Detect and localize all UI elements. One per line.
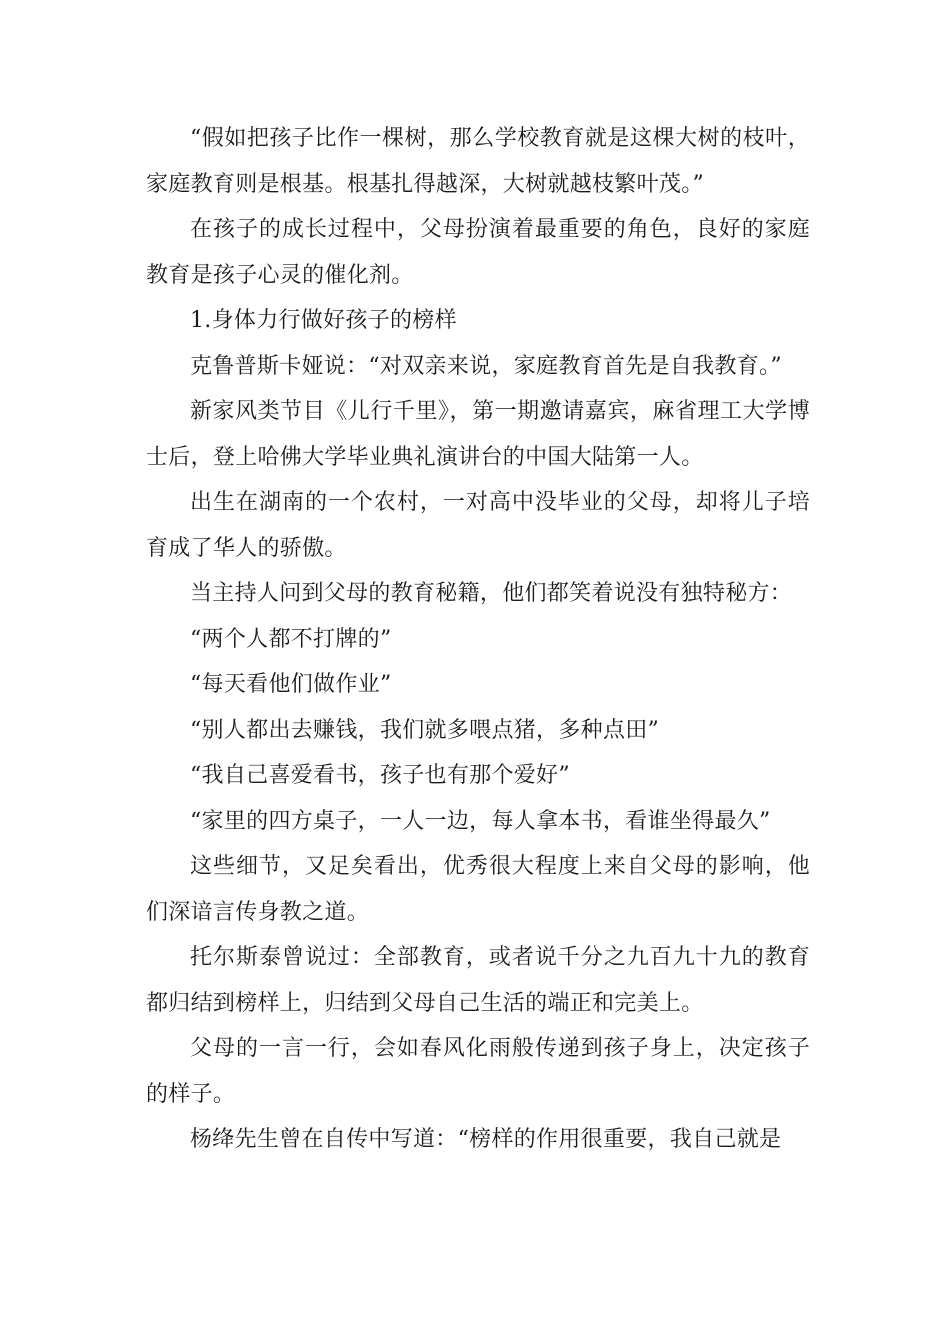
paragraph-quote-tree: “假如把孩子比作一棵树，那么学校教育就是这棵大树的枝叶，家庭教育则是根基。根基扎得越深，大树就越枝繁叶茂。” xyxy=(146,126,810,197)
section-heading-role-model: 1.身体力行做好孩子的榜样 xyxy=(190,308,457,333)
quote-line-reading: “我自己喜爱看书，孩子也有那个爱好” xyxy=(190,763,570,788)
paragraph-words-deeds: 父母的一言一行，会如春风化雨般传递到孩子身上，决定孩子的样子。 xyxy=(146,1036,810,1107)
quote-line-farming: “别人都出去赚钱，我们就多喂点猪，多种点田” xyxy=(190,717,660,743)
paragraph-tv-program: 新家风类节目《儿行千里》，第一期邀请嘉宾，麻省理工大学博士后，登上哈佛大学毕业典礼演讲台的中国大陆第一人。 xyxy=(146,399,810,470)
paragraph-tolstoy-quote: 托尔斯泰曾说过：全部教育，或者说千分之九百九十九的教育都归结到榜样上，归结到父母自己生活的端正和完美上。 xyxy=(146,945,810,1016)
quote-line-homework: “每天看他们做作业” xyxy=(190,672,392,697)
paragraph-hunan-village: 出生在湖南的一个农村，一对高中没毕业的父母，却将儿子培育成了华人的骄傲。 xyxy=(146,490,810,561)
paragraph-parents-role: 在孩子的成长过程中，父母扮演着最重要的角色，良好的家庭教育是孩子心灵的催化剂。 xyxy=(146,217,810,288)
paragraph-krupskaya-quote: 克鲁普斯卡娅说：“对双亲来说，家庭教育首先是自我教育。” xyxy=(190,353,782,379)
paragraph-host-question: 当主持人问到父母的教育秘籍，他们都笑着说没有独特秘方： xyxy=(190,581,793,606)
paragraph-yang-jiang: 杨绛先生曾在自传中写道：“榜样的作用很重要，我自己就是 xyxy=(190,1127,782,1152)
quote-line-no-cards: “两个人都不打牌的” xyxy=(190,626,392,652)
document-body xyxy=(146,116,810,1163)
paragraph-details: 这些细节，又足矣看出，优秀很大程度上来自父母的影响，他们深谙言传身教之道。 xyxy=(146,854,810,925)
quote-line-square-table: “家里的四方桌子，一人一边，每人拿本书，看谁坐得最久” xyxy=(190,808,771,834)
